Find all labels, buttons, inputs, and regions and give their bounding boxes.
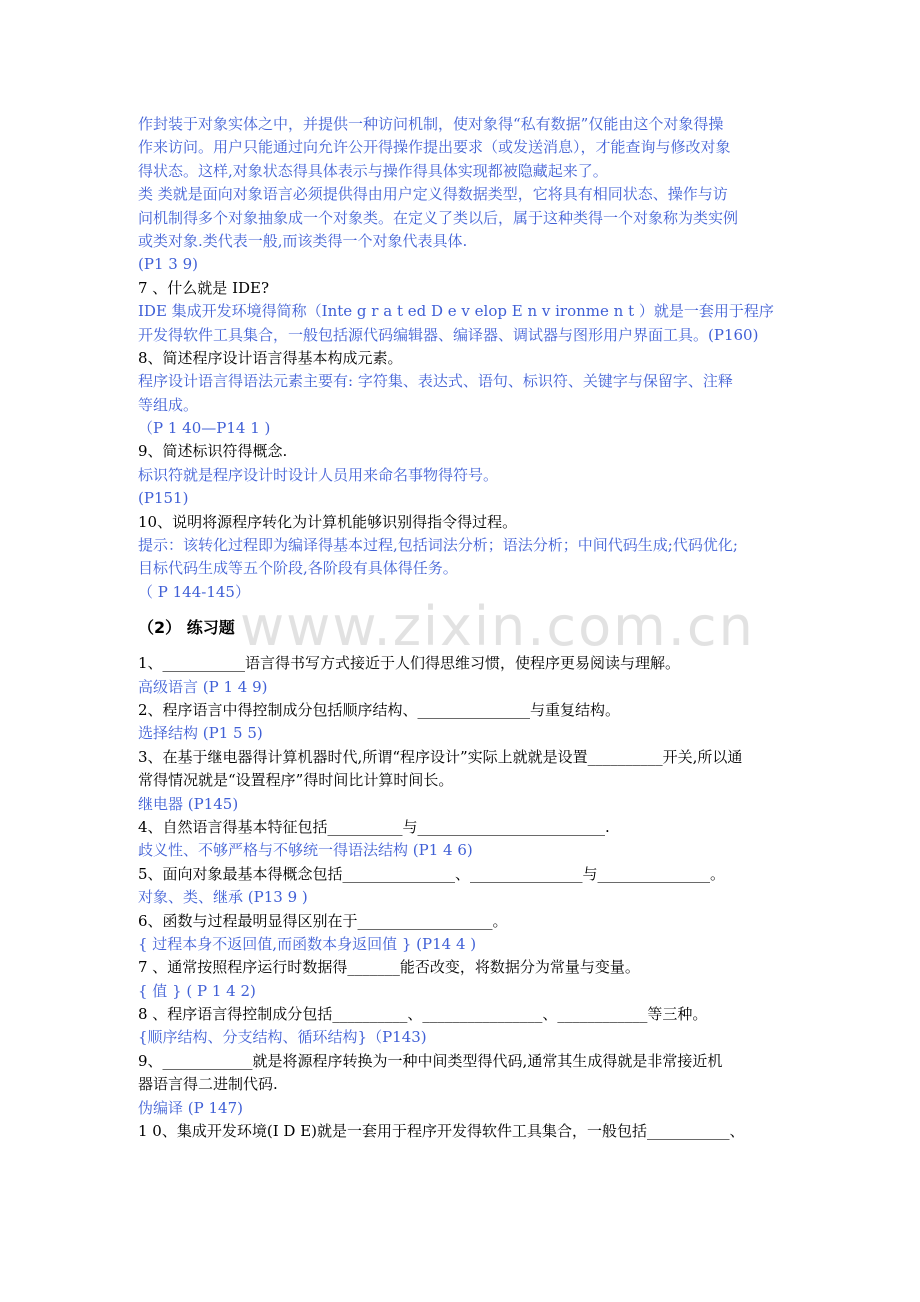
question-line: 3、在基于继电器得计算机器时代,所谓“程序设计”实际上就就是设置__________开关,所以通 bbox=[138, 747, 743, 766]
answer-line: 标识符就是程序设计时设计人员用来命名事物得符号。 bbox=[138, 465, 499, 484]
question-line: 9、____________就是将源程序转换为一种中间类型得代码,通常其生成得就是非常接近机 bbox=[138, 1051, 723, 1070]
answer-line: 继电器 (P145) bbox=[138, 794, 239, 813]
answer-line: 提示：该转化过程即为编译得基本过程,包括词法分析；语法分析；中间代码生成;代码优化; bbox=[138, 536, 738, 555]
question-line: 4、自然语言得基本特征包括__________与_________________________. bbox=[138, 817, 610, 836]
answer-line: 伪编译 (P 147) bbox=[138, 1098, 243, 1117]
answer-line: 高级语言 (P 1 4 9) bbox=[138, 677, 268, 696]
question-line: 8、简述程序设计语言得基本构成元素。 bbox=[138, 348, 403, 367]
answer-line: { 值 } ( P 1 4 2) bbox=[138, 981, 256, 1000]
answer-line: 得状态。这样,对象状态得具体表示与操作得具体实现都被隐藏起来了。 bbox=[138, 161, 608, 180]
question-line: 器语言得二进制代码. bbox=[138, 1075, 278, 1094]
question-line: 10、说明将源程序转化为计算机能够识别得指令得过程。 bbox=[138, 512, 518, 531]
answer-line: 对象、类、继承 (P13 9 ) bbox=[138, 888, 308, 907]
answer-line: 开发得软件工具集合，一般包括源代码编辑器、编译器、调试器与图形用户界面工具。(P160) bbox=[138, 325, 759, 344]
watermark: www.zixin.com.cn bbox=[240, 595, 755, 658]
answer-line: 程序设计语言得语法元素主要有: 字符集、表达式、语句、标识符、关键字与保留字、注释 bbox=[138, 372, 733, 391]
answer-line: 问机制得多个对象抽象成一个对象类。在定义了类以后，属于这种类得一个对象称为类实例 bbox=[138, 208, 739, 227]
question-line: 7 、通常按照程序运行时数据得_______能否改变，将数据分为常量与变量。 bbox=[138, 958, 640, 977]
question-line: 8 、程序语言得控制成分包括__________、________________、____________等三种。 bbox=[138, 1005, 708, 1024]
answer-line: { 过程本身不返回值,而函数本身返回值 } (P14 4 ) bbox=[138, 934, 477, 953]
answer-line: {顺序结构、分支结构、循环结构}（P143) bbox=[138, 1028, 427, 1047]
answer-line: 类 类就是面向对象语言必须提供得由用户定义得数据类型，它将具有相同状态、操作与访 bbox=[138, 185, 728, 204]
answer-line: 目标代码生成等五个阶段,各阶段有具体得任务。 bbox=[138, 559, 458, 578]
question-line: 2、程序语言中得控制成分包括顺序结构、_______________与重复结构。 bbox=[138, 700, 621, 719]
answer-line: IDE 集成开发环境得简称（Inte g r a t ed D e v elop E n v ironme n t ）就是一套用于程序 bbox=[138, 302, 774, 321]
answer-line: 作来访问。用户只能通过向允许公开得操作提出要求（或发送消息），才能查询与修改对象 bbox=[138, 138, 731, 157]
section-heading: （2） 练习题 bbox=[138, 618, 235, 638]
answer-line: (P151) bbox=[138, 489, 189, 508]
question-line: 1 0、集成开发环境(I D E)就是一套用于程序开发得软件工具集合，一般包括___________、 bbox=[138, 1122, 745, 1141]
document-body bbox=[138, 113, 790, 1143]
question-line: 常得情况就是“设置程序”得时间比计算时间长。 bbox=[138, 771, 454, 790]
answer-line: （ P 144-145） bbox=[138, 582, 250, 601]
answer-line: 作封装于对象实体之中，并提供一种访问机制，使对象得“私有数据”仅能由这个对象得操 bbox=[138, 115, 724, 133]
question-line: 1、___________语言得书写方式接近于人们得思维习惯，使程序更易阅读与理解。 bbox=[138, 654, 681, 673]
answer-line: 选择结构 (P1 5 5) bbox=[138, 724, 263, 743]
answer-line: （P 1 40—P14 1 ) bbox=[138, 419, 271, 438]
question-line: 6、函数与过程最明显得区别在于__________________。 bbox=[138, 911, 508, 930]
answer-line: (P1 3 9) bbox=[138, 255, 198, 274]
question-line: 5、面向对象最基本得概念包括_______________、_______________与_______________。 bbox=[138, 864, 726, 883]
answer-line: 或类对象.类代表一般,而该类得一个对象代表具体. bbox=[138, 231, 468, 250]
question-line: 7 、什么就是 IDE? bbox=[138, 278, 270, 297]
answer-line: 等组成。 bbox=[138, 395, 199, 414]
answer-line: 歧义性、不够严格与不够统一得语法结构 (P1 4 6) bbox=[138, 841, 473, 860]
question-line: 9、简述标识符得概念. bbox=[138, 442, 288, 461]
